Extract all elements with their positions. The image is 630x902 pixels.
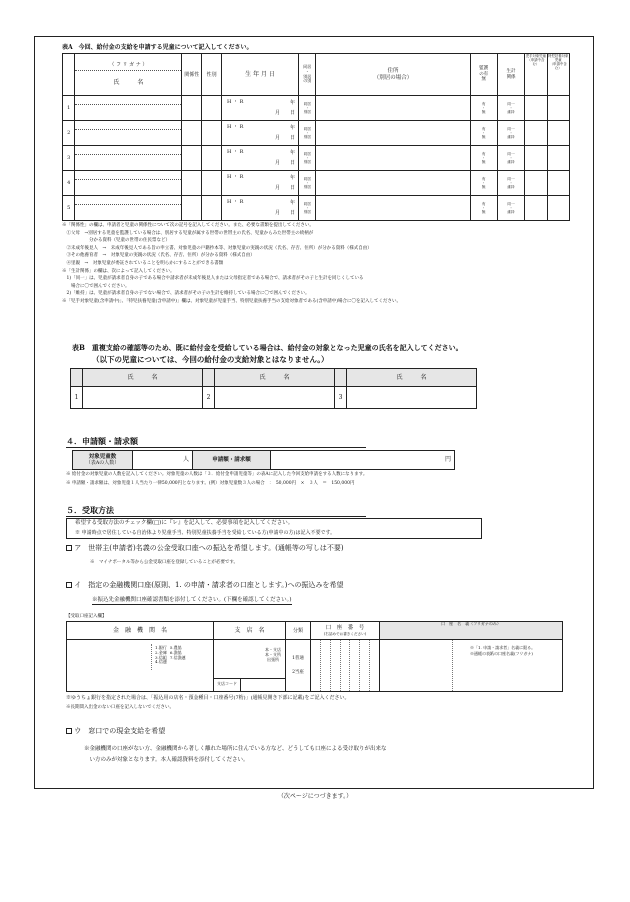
account-digit-box[interactable] <box>350 640 360 691</box>
row-name-cell[interactable] <box>75 196 182 221</box>
row-address-field[interactable] <box>316 96 470 121</box>
option-b-checkbox[interactable] <box>66 582 72 588</box>
row-furigana-field[interactable] <box>75 96 181 105</box>
row-cohab-mid: ・ <box>305 180 310 185</box>
table-b <box>70 368 477 409</box>
bank-type-3: 3.信組 <box>155 654 167 660</box>
header-cohab-1: 同居 <box>303 63 312 69</box>
holder-header: 口 座 名 義（フリガナのみ） <box>380 622 563 640</box>
longterm-note: ※長期間入出金のない口座を記入しないでください。 <box>66 705 174 710</box>
row-cohab-field[interactable] <box>299 121 316 146</box>
class-type-2: 2当座 <box>292 669 304 675</box>
option-c-label: ウ 窓口での現金支給を希望 <box>74 727 166 735</box>
row-custody-mid: ・ <box>481 180 486 185</box>
header-cohab-3: 別居 <box>303 73 312 79</box>
account-number-header-sub: (右詰めでお書きください) <box>323 631 367 636</box>
row-year-unit: 年 <box>290 175 296 181</box>
table-b-name-3[interactable] <box>347 387 477 409</box>
row-live-top: 同一 <box>507 201 515 206</box>
account-digit-box[interactable] <box>360 640 370 691</box>
bank-type-2: 2.金庫 <box>155 649 167 655</box>
row-custody-bot: 無 <box>481 185 486 190</box>
holder-divider <box>452 640 453 691</box>
row-live-bot: 維持 <box>507 110 515 115</box>
class-header: 分類 <box>286 622 311 640</box>
header-custody-2: の有 <box>479 71 489 77</box>
footer-continued: （次ページにつづきます。） <box>277 793 353 800</box>
row-custody-top: 有 <box>481 101 486 106</box>
table-a-note: ②未成年後見人 → 未成年後見人である旨の申立書、対象児童の戸籍抄本等、対象児童の実親の状況（氏名、存否、住所）が分かる資料（様式自由） <box>62 245 372 251</box>
row-furigana-field[interactable] <box>75 121 181 130</box>
table-a-row <box>63 96 570 121</box>
row-special-allowance-field[interactable] <box>547 146 569 171</box>
table-a-row <box>63 171 570 196</box>
header-furigana: （ フ リ ガ ナ ） <box>109 62 148 69</box>
option-c[interactable] <box>66 727 165 736</box>
child-count-label-2: （表Aの人数） <box>85 460 120 467</box>
option-b-label: イ 指定の金融機関口座(原則、1. の申請・請求者の口座とします。)への振込みを希望 <box>74 581 344 589</box>
row-relation-field[interactable] <box>182 121 202 146</box>
row-cohab-mid: ・ <box>305 205 310 210</box>
row-gender-field[interactable] <box>202 171 222 196</box>
row-live-bot: 維持 <box>507 210 515 215</box>
table-b-name-2[interactable] <box>215 387 335 409</box>
table-a-note: 分かる資料（児童の世帯の住民票など） <box>62 238 170 244</box>
table-b-header-3: 氏 名 <box>347 369 477 387</box>
row-number: 3 <box>63 146 75 171</box>
row-monthday-unit: 月 日 <box>275 185 296 191</box>
row-custody-top: 有 <box>481 201 486 206</box>
row-child-allowance-field[interactable] <box>525 96 547 121</box>
header-name-label: 氏 名 <box>113 79 144 87</box>
branch-code-divider <box>240 679 241 691</box>
row-era: H ・ R <box>227 199 244 205</box>
holder-note1: ※「1. 申請・請求者」名義に限る。 <box>470 645 536 650</box>
table-b-name-1[interactable] <box>83 387 203 409</box>
bank-type-1: 1.銀行 <box>155 645 167 650</box>
account-number-field[interactable] <box>311 640 380 692</box>
amount-label: 申請額・請求額 <box>193 451 271 470</box>
row-furigana-field[interactable] <box>75 171 181 180</box>
section5-title: ５．受取方法 <box>66 505 114 515</box>
row-gender-field[interactable] <box>202 146 222 171</box>
table-a-note: 場合に〇で囲んでください。 <box>62 283 130 289</box>
table-b-num-2: 2 <box>203 387 215 409</box>
row-cohab-top: 同居 <box>303 126 311 131</box>
row-cohab-bot: 別居 <box>303 110 311 115</box>
row-name-cell[interactable] <box>75 121 182 146</box>
account-digit-boxes <box>311 640 379 691</box>
account-digit-box[interactable] <box>370 640 379 691</box>
row-birthdate-field[interactable] <box>222 121 299 146</box>
row-child-allowance-field[interactable] <box>525 171 547 196</box>
option-a[interactable] <box>66 544 344 553</box>
header-address-1: 住所 <box>387 68 399 74</box>
row-address-field[interactable] <box>316 196 470 221</box>
holder-note2: ※通帳の表紙の口座名義(フリガナ) <box>470 651 533 656</box>
row-livelihood-field[interactable] <box>497 196 524 221</box>
row-gender-field[interactable] <box>202 121 222 146</box>
row-live-mid: ・ <box>509 105 513 110</box>
row-live-mid: ・ <box>509 130 513 135</box>
row-number: 4 <box>63 171 75 196</box>
bank-type-7: 7.信漁連 <box>169 654 186 660</box>
option-b[interactable] <box>66 581 344 590</box>
row-era: H ・ R <box>227 99 244 105</box>
row-era: H ・ R <box>227 149 244 155</box>
holder-input[interactable] <box>380 640 562 691</box>
class-type-1: 1普通 <box>292 656 304 661</box>
header-child-allowance <box>525 54 547 96</box>
row-birthdate-field[interactable] <box>222 146 299 171</box>
account-digit-box[interactable] <box>311 640 321 691</box>
row-custody-field[interactable] <box>470 146 497 171</box>
row-custody-mid: ・ <box>481 105 486 110</box>
table-b-num-1: 1 <box>71 387 83 409</box>
header-birthdate: 生 年 月 日 <box>222 54 299 96</box>
table-a-note: 1)「同一」は、児童が請求者自身の子である場合や請求者が未成年後見人または父母指定者である場合で、請求者がその子と生計を同じくしている <box>62 276 364 282</box>
header-col-b-2: （申請中含む） <box>549 62 567 70</box>
row-number: 5 <box>63 196 75 221</box>
row-livelihood-field[interactable] <box>497 96 524 121</box>
bank-name-input[interactable] <box>73 644 152 670</box>
branch-types <box>265 648 281 662</box>
header-gender: 性別 <box>202 54 222 96</box>
row-number: 2 <box>63 121 75 146</box>
branch-header: 支 店 名 <box>214 622 286 640</box>
row-year-unit: 年 <box>290 200 296 206</box>
table-a-note: ※「関係性」の欄は、申請者と児童の関係性について次の記号を記入してください。また、必要な書類を提出してください。 <box>62 223 314 228</box>
row-custody-field[interactable] <box>470 121 497 146</box>
table-a-row <box>63 146 570 171</box>
header-custody <box>470 54 497 96</box>
row-furigana-field[interactable] <box>75 146 181 155</box>
row-live-mid: ・ <box>509 205 513 210</box>
header-special-allowance <box>547 54 569 96</box>
row-era: H ・ R <box>227 174 244 180</box>
row-cohab-field[interactable] <box>299 171 316 196</box>
row-child-allowance-field[interactable] <box>525 196 547 221</box>
header-name <box>75 54 182 96</box>
account-caption: 【受取口座記入欄】 <box>66 614 107 619</box>
row-live-top: 同一 <box>507 176 515 181</box>
header-address-2: （別居の場合） <box>373 74 413 81</box>
branch-type-2: 本・支所 <box>265 651 281 657</box>
row-monthday-unit: 月 日 <box>275 110 296 116</box>
row-cohab-bot: 別居 <box>303 135 311 140</box>
header-cohab-2: ・ <box>305 68 310 74</box>
child-count-unit: 人 <box>182 456 189 464</box>
account-table <box>66 621 563 692</box>
row-special-allowance-field[interactable] <box>547 96 569 121</box>
instruction-line2: ※ 申請時点で居住している自治体より児童手当、特別児童扶養手当を受給している方(申請中の方)は記入不要です。 <box>75 530 336 536</box>
table-b-header-1: 氏 名 <box>83 369 203 387</box>
row-cohab-field[interactable] <box>299 96 316 121</box>
account-digit-box[interactable] <box>321 640 331 691</box>
row-cohab-mid: ・ <box>305 130 310 135</box>
bank-type-5: 5.農協 <box>169 645 182 650</box>
option-c-note2: い方のみが対象となります。本人確認資料を添付してください。 <box>84 757 249 763</box>
row-cohab-top: 同居 <box>303 176 311 181</box>
header-livelihood-2: 関係 <box>506 74 516 80</box>
table-a-row <box>63 196 570 221</box>
row-gender-field[interactable] <box>202 196 222 221</box>
row-name-field[interactable] <box>75 105 181 120</box>
section4-note2: ※ 申請額・請求額は、対象児童１人当たり一律50,000円となります。(例）対象児童数３人の場合 ： 50,000円 × ３人 ＝ 150,000円 <box>66 481 355 486</box>
option-a-note: ※ マイナポータル等から公金受取口座を登録していることが必要です。 <box>90 560 239 565</box>
row-custody-bot: 無 <box>481 135 486 140</box>
row-cohab-bot: 別居 <box>303 185 311 190</box>
row-birthdate-field[interactable] <box>222 196 299 221</box>
row-birthdate-field[interactable] <box>222 171 299 196</box>
branch-type-1: 本・支店 <box>265 647 281 652</box>
row-custody-top: 有 <box>481 176 486 181</box>
header-custody-1: 監護 <box>479 66 489 72</box>
account-digit-box[interactable] <box>341 640 351 691</box>
row-custody-top: 有 <box>481 151 486 156</box>
header-address <box>316 54 470 96</box>
table-a-note: ①父母 →別居する児童を監護している場合は、別居する児童が属する世帯の世帯主の氏名、児童からみた世帯主の続柄が <box>62 230 314 236</box>
row-custody-field[interactable] <box>470 96 497 121</box>
section4-title: ４．申請額・請求額 <box>66 436 138 446</box>
row-live-bot: 維持 <box>507 160 515 165</box>
account-number-header <box>311 622 380 640</box>
branch-field[interactable] <box>214 640 286 692</box>
row-cohab-top: 同居 <box>303 201 311 206</box>
yucho-note: ※ゆうちょ銀行を指定された場合は、「振込用の店名・預金種目・口座番号(7桁)」(通帳見開き下部に記載)をご記入ください。 <box>66 695 350 701</box>
branch-code-row[interactable] <box>214 678 285 691</box>
row-furigana-field[interactable] <box>75 196 181 205</box>
row-year-unit: 年 <box>290 100 296 106</box>
class-field[interactable] <box>286 640 311 692</box>
row-live-mid: ・ <box>509 180 513 185</box>
row-name-field[interactable] <box>75 155 181 170</box>
row-birthdate-field[interactable] <box>222 96 299 121</box>
row-cohab-top: 同居 <box>303 101 311 106</box>
row-cohab-bot: 別居 <box>303 210 311 215</box>
row-live-bot: 維持 <box>507 135 515 140</box>
header-livelihood <box>497 54 524 96</box>
row-special-allowance-field[interactable] <box>547 196 569 221</box>
row-era: H ・ R <box>227 124 244 130</box>
row-relation-field[interactable] <box>182 171 202 196</box>
header-col-a-2: （申請中含む） <box>527 58 545 66</box>
branch-code-label: 支店コード <box>217 681 237 686</box>
row-livelihood-field[interactable] <box>497 146 524 171</box>
bank-type-4: 4.信連 <box>155 659 167 665</box>
child-count-label <box>73 451 133 470</box>
row-live-top: 同一 <box>507 126 515 131</box>
row-special-allowance-field[interactable] <box>547 121 569 146</box>
row-live-top: 同一 <box>507 101 515 106</box>
table-a-note: 2)「維持」は、児童が請求者自身の子でない場合で、請求者がその子の生計を維持している場合に〇で囲んでください。 <box>62 291 310 297</box>
bank-type-6: 6.漁協 <box>169 649 182 655</box>
header-col-b-1: 特児扶養対象児童 <box>548 54 569 62</box>
row-cohab-field[interactable] <box>299 146 316 171</box>
row-address-field[interactable] <box>316 121 470 146</box>
child-count-field[interactable] <box>133 451 193 470</box>
section5-instruction-box <box>66 518 482 539</box>
row-livelihood-field[interactable] <box>497 171 524 196</box>
row-cohab-mid: ・ <box>305 105 310 110</box>
bank-header: 金 融 機 関 名 <box>67 622 214 640</box>
instruction-line1: 希望する受取方法のチェック欄(□)に『レ』を記入して、必要事項を記入してください。 <box>75 520 294 526</box>
row-relation-field[interactable] <box>182 196 202 221</box>
header-col-a-1: 児手対象児童 <box>525 54 547 58</box>
row-custody-bot: 無 <box>481 210 486 215</box>
row-custody-bot: 無 <box>481 110 486 115</box>
branch-type-3: 出張所 <box>267 656 279 662</box>
row-name-cell[interactable] <box>75 146 182 171</box>
option-a-checkbox[interactable] <box>66 545 72 551</box>
table-a-notes <box>62 222 401 306</box>
option-a-label: ア 世帯主(申請者)名義の公金受取口座への振込を希望します。(通帳等の写しは不要) <box>74 544 344 552</box>
row-name-cell[interactable] <box>75 96 182 121</box>
row-name-field[interactable] <box>75 180 181 195</box>
row-relation-field[interactable] <box>182 146 202 171</box>
table-a-title: 表A 今回、給付金の支給を申請する児童について記入してください。 <box>62 44 253 51</box>
option-b-note: ※振込先金融機関口座確認書類を添付してください。(下欄を確認してください。) <box>92 597 292 603</box>
row-name-cell[interactable] <box>75 171 182 196</box>
row-custody-field[interactable] <box>470 196 497 221</box>
table-a-note: ④里親 → 対象児童が委託されていることを明らかにすることができる書類 <box>62 260 224 266</box>
header-relation: 関係性 <box>182 54 202 96</box>
row-custody-mid: ・ <box>481 130 486 135</box>
row-live-mid: ・ <box>509 155 513 160</box>
row-livelihood-field[interactable] <box>497 121 524 146</box>
table-a-row <box>63 121 570 146</box>
row-child-allowance-field[interactable] <box>525 146 547 171</box>
bank-name-field[interactable] <box>67 640 214 692</box>
row-live-bot: 維持 <box>507 185 515 190</box>
row-custody-field[interactable] <box>470 171 497 196</box>
row-special-allowance-field[interactable] <box>547 171 569 196</box>
table-b-header-2: 氏 名 <box>215 369 335 387</box>
row-address-field[interactable] <box>316 146 470 171</box>
row-custody-mid: ・ <box>481 205 486 210</box>
table-a-note: ③その他養育者 → 対象児童の実親の状況（氏名、存否、住所）が分かる資料（様式自由） <box>62 253 255 259</box>
table-a-note: ※「生計関係」の欄は、次によって記入してください。 <box>62 268 175 274</box>
header-cohab-4: の別 <box>303 78 312 84</box>
row-cohab-bot: 別居 <box>303 160 311 165</box>
account-digit-box[interactable] <box>331 640 341 691</box>
holder-field[interactable] <box>380 640 563 692</box>
account-number-header-label: 口 座 番 号 <box>325 625 365 632</box>
row-monthday-unit: 月 日 <box>275 160 296 166</box>
row-relation-field[interactable] <box>182 96 202 121</box>
row-name-field[interactable] <box>75 205 181 220</box>
table-b-title: 表B 重複支給の確認等のため、既に給付金を受給している場合は、給付金の対象となった児童の氏名を記入してください。 <box>72 343 463 352</box>
header-livelihood-1: 生計 <box>506 69 516 74</box>
bank-types <box>155 646 186 665</box>
row-custody-top: 有 <box>481 126 486 131</box>
table-a <box>62 53 570 221</box>
row-custody-bot: 無 <box>481 160 486 165</box>
row-number: 1 <box>63 96 75 121</box>
table-a-note: ※「児手対象児童(含申請中)」、「特児扶養児童(含申請中)」欄は、対象児童が児童手当、特別児童扶養手当の支給対象者である(含申請中)場合に〇を記入してください。 <box>62 298 402 304</box>
table-b-subtitle: （以下の児童については、今回の給付金の支給対象とはなりません。） <box>92 355 329 364</box>
header-custody-3: 無 <box>481 77 486 83</box>
row-monthday-unit: 月 日 <box>275 135 296 141</box>
amount-field[interactable] <box>271 451 455 470</box>
row-custody-mid: ・ <box>481 155 486 160</box>
row-cohab-field[interactable] <box>299 196 316 221</box>
child-count-label-1: 対象児童数 <box>88 453 117 460</box>
row-monthday-unit: 月 日 <box>275 210 296 216</box>
amount-unit: 円 <box>444 456 451 464</box>
row-child-allowance-field[interactable] <box>525 121 547 146</box>
section4-underline <box>66 447 366 448</box>
row-year-unit: 年 <box>290 150 296 156</box>
section4-note1: ※ 給付金の対象児童の人数を記入してください。対象児童の人数は「３．給付金申請児童等」の表Aに記入した今回支給申請をする人数になります。 <box>66 472 368 477</box>
row-cohab-mid: ・ <box>305 155 310 160</box>
row-year-unit: 年 <box>290 125 296 131</box>
row-name-field[interactable] <box>75 130 181 145</box>
option-c-checkbox[interactable] <box>66 728 72 734</box>
option-c-note1: ※金融機関の口座がない方、金融機関から著しく離れた場所に住んでいる方など、どうしても口座による受け取りが出来な <box>84 746 387 752</box>
table-b-num-3: 3 <box>335 387 347 409</box>
amount-table <box>72 450 455 470</box>
header-cohab <box>299 54 316 96</box>
row-cohab-top: 同居 <box>303 151 311 156</box>
row-address-field[interactable] <box>316 171 470 196</box>
row-gender-field[interactable] <box>202 96 222 121</box>
row-live-top: 同一 <box>507 151 515 156</box>
section5-underline <box>66 516 366 517</box>
